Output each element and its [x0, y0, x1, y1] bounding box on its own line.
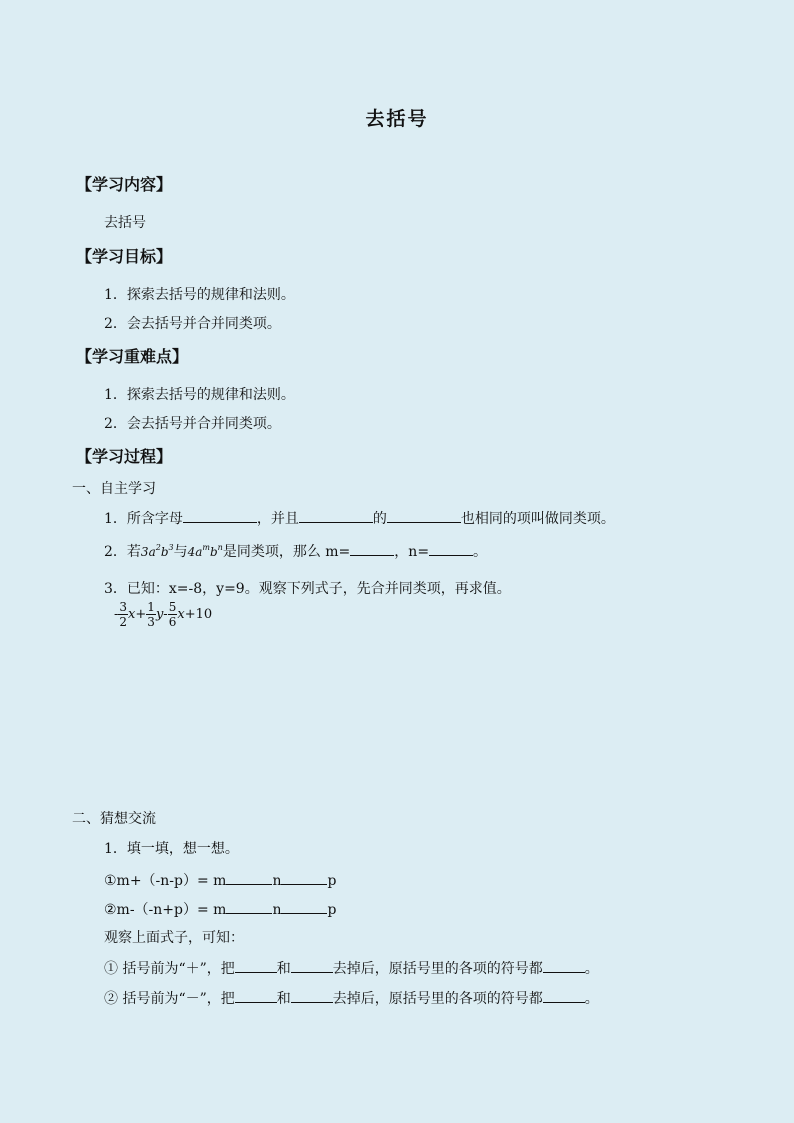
content-text: 去括号 — [104, 215, 146, 231]
answer-blank[interactable] — [543, 957, 585, 973]
part1-question-3: 3．已知：x=-8，y=9。观察下列式子，先合并同类项，再求值。 — [104, 581, 511, 597]
answer-blank[interactable] — [350, 540, 394, 556]
part2-question-1: 1．填一填，想一想。 — [104, 841, 239, 857]
equation-1: ①m+（-n-p）= m n p — [104, 869, 336, 890]
goal-item-2: 2．会去括号并合并同类项。 — [104, 316, 281, 332]
answer-blank[interactable] — [291, 957, 333, 973]
answer-blank[interactable] — [281, 898, 327, 914]
part1-question-1: 1．所含字母 ，并且 的 也相同的项叫做同类项。 — [104, 507, 615, 528]
answer-blank[interactable] — [226, 898, 272, 914]
difficulty-item-2: 2．会去括号并合并同类项。 — [104, 416, 281, 432]
rule-2: ② 括号前为“－”，把 和 去掉后，原括号里的各项的符号都 。 — [104, 987, 599, 1008]
section-heading-difficulties: 【学习重难点】 — [76, 347, 189, 366]
answer-blank[interactable] — [429, 540, 473, 556]
fraction: $\frac{1}{3}$ — [147, 600, 155, 629]
section-heading-process: 【学习过程】 — [76, 447, 173, 466]
fraction: $\frac{5}{6}$ — [168, 600, 177, 629]
observe-text: 观察上面式子，可知： — [104, 930, 244, 946]
expression: - $\frac{3}{2}$ x+ $\frac{1}{3}$ y- $\frac{5}{6}$ x+10 — [114, 600, 213, 629]
part1-question-2: 2．若$3a^2b^3$与$4a^mb^n$是同类项，那么 m= ，n= 。 — [104, 540, 487, 561]
answer-blank[interactable] — [235, 957, 277, 973]
part2-heading: 二、猜想交流 — [72, 811, 156, 827]
goal-item-1: 1．探索去括号的规律和法则。 — [104, 287, 295, 303]
page-title: 去括号 — [365, 108, 429, 130]
fraction: $\frac{3}{2}$ — [119, 600, 128, 629]
section-heading-content: 【学习内容】 — [76, 175, 173, 194]
term-2: $4a^mb^n$ — [187, 543, 223, 559]
answer-blank[interactable] — [387, 507, 461, 523]
difficulty-item-1: 1．探索去括号的规律和法则。 — [104, 387, 295, 403]
answer-blank[interactable] — [299, 507, 373, 523]
term-1: $3a^2b^3$ — [140, 543, 174, 559]
answer-blank[interactable] — [543, 987, 585, 1003]
answer-blank[interactable] — [226, 869, 272, 885]
equation-2: ②m-（-n+p）= m n p — [104, 898, 336, 919]
part1-heading: 一、自主学习 — [72, 481, 156, 497]
answer-blank[interactable] — [183, 507, 257, 523]
rule-1: ① 括号前为“＋”，把 和 去掉后，原括号里的各项的符号都 。 — [104, 957, 599, 978]
section-heading-goals: 【学习目标】 — [76, 247, 173, 266]
answer-blank[interactable] — [291, 987, 333, 1003]
answer-blank[interactable] — [235, 987, 277, 1003]
answer-blank[interactable] — [281, 869, 327, 885]
